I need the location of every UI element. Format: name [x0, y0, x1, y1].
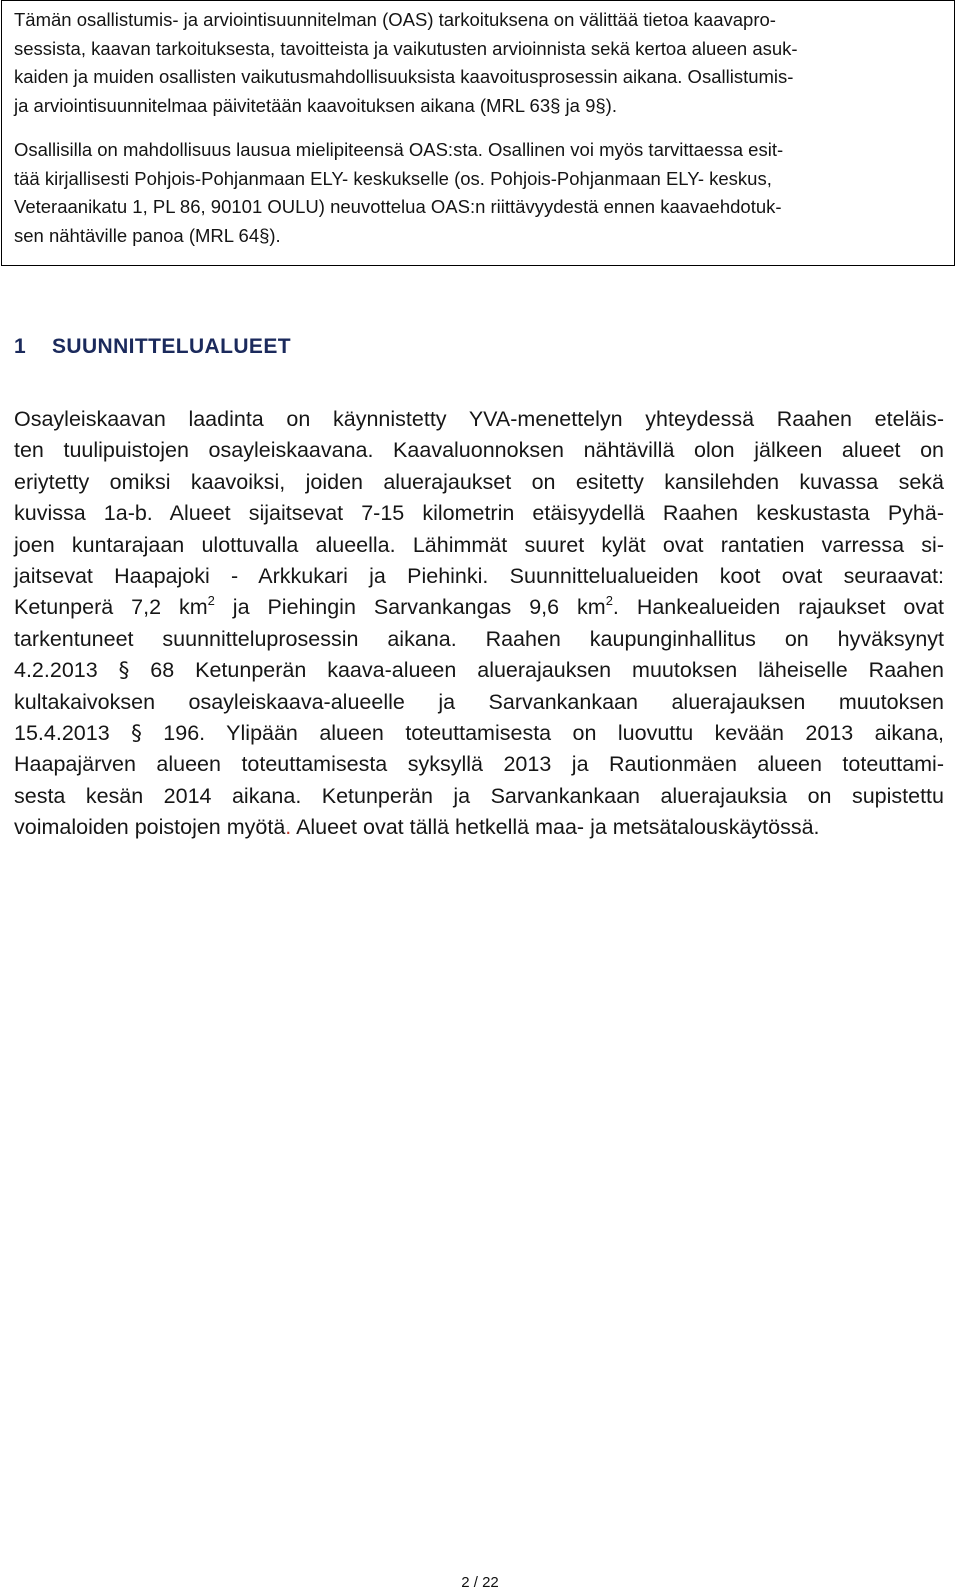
info-paragraph-1: [14, 6, 942, 120]
body-text: 68 Ketunperän kaava-alueen aluerajauksen muutoksen läheiselle Raahen: [129, 658, 944, 683]
body-line: [14, 718, 944, 749]
section-heading: [14, 335, 291, 359]
area-sarvankangas: ja Piehingin Sarvankangas 9,6 km: [214, 595, 606, 620]
superscript-2: 2: [207, 593, 215, 609]
body-line: [14, 655, 944, 686]
decision-date: 4.2.2013: [14, 658, 119, 683]
body-text: voimaloiden poistojen myötä: [14, 815, 286, 840]
body-line: sesta kesän 2014 aikana. Ketunperän ja Sarvankankaan aluerajauksia on supistettu: [14, 783, 944, 808]
oas-info-box: [1, 0, 955, 266]
info-line: Osallisilla on mahdollisuus lausua mielipiteensä OAS:sta. Osallinen voi myös tarvittaessa esit-: [14, 139, 784, 160]
section-body-paragraph: [14, 404, 944, 844]
body-line: [14, 812, 944, 843]
section-sign: §: [131, 721, 142, 747]
body-text: 196. Ylipään alueen toteuttamisesta on luovuttu kevään 2013 aikana,: [141, 721, 944, 746]
decision-date: 15.4.2013: [14, 721, 132, 746]
body-text: Alueet ovat tällä hetkellä maa- ja metsätalouskäytössä.: [291, 815, 820, 840]
body-line: tarkentuneet suunnitteluprosessin aikana. Raahen kaupunginhallitus on hyväksynyt: [14, 626, 944, 651]
info-line: Tämän osallistumis- ja arviointisuunnitelman (OAS) tarkoituksena on välittää tietoa kaavapro-: [14, 9, 776, 30]
info-line: sen nähtäville panoa (MRL 64§).: [14, 224, 281, 246]
body-line: [14, 592, 944, 623]
body-line: joen kuntarajaan ulottuvalla alueella. Lähimmät suuret kylät ovat rantatien varressa si-: [14, 532, 944, 557]
info-line: tää kirjallisesti Pohjois-Pohjanmaan ELY- keskukselle (os. Pohjois-Pohjanmaan ELY- keskus,: [14, 167, 772, 189]
info-line: kaiden ja muiden osallisten vaikutusmahdollisuuksista kaavoitusprosessin aikana. Osallistumis-: [14, 66, 794, 87]
page-number: 2 / 22: [461, 1574, 499, 1591]
body-line: Osayleiskaavan laadinta on käynnistetty YVA-menettelyn yhteydessä Raahen eteläis-: [14, 407, 944, 431]
info-line: Veteraanikatu 1, PL 86, 90101 OULU) neuvottelua OAS:n riittävyydestä ennen kaavaehdotuk-: [14, 196, 782, 217]
body-line: jaitsevat Haapajoki - Arkkukari ja Piehinki. Suunnittelualueiden koot ovat seuraavat:: [14, 564, 944, 589]
body-text: . Hankealueiden rajaukset ovat: [612, 595, 944, 620]
body-line: kultakaivoksen osayleiskaava-alueelle ja Sarvankankaan aluerajauksen muutoksen: [14, 689, 944, 714]
section-sign: §: [118, 658, 130, 684]
body-line: eriytetty omiksi kaavoiksi, joiden aluerajaukset on esitetty kansilehden kuvassa sekä: [14, 469, 944, 494]
info-line: ja arviointisuunnitelmaa päivitetään kaavoituksen aikana (MRL 63§ ja 9§).: [14, 94, 617, 116]
section-title: SUUNNITTELUALUEET: [52, 335, 291, 358]
section-number: 1: [14, 335, 27, 358]
body-line: kuvissa 1a-b. Alueet sijaitsevat 7-15 kilometrin etäisyydellä Raahen keskustasta Pyhä-: [14, 501, 944, 526]
superscript-2: 2: [605, 593, 613, 609]
red-period: .: [285, 815, 292, 840]
area-ketunpera: Ketunperä 7,2 km: [14, 595, 208, 620]
info-paragraph-2: [14, 136, 942, 250]
body-line: Haapajärven alueen toteuttamisesta syksyllä 2013 ja Rautionmäen alueen toteuttami-: [14, 752, 944, 777]
body-line: ten tuulipuistojen osayleiskaavana. Kaavaluonnoksen nähtävillä olon jälkeen alueet on: [14, 438, 944, 463]
info-line: sessista, kaavan tarkoituksesta, tavoitteista ja vaikutusten arvioinnista sekä kertoa alueen asuk-: [14, 37, 798, 59]
